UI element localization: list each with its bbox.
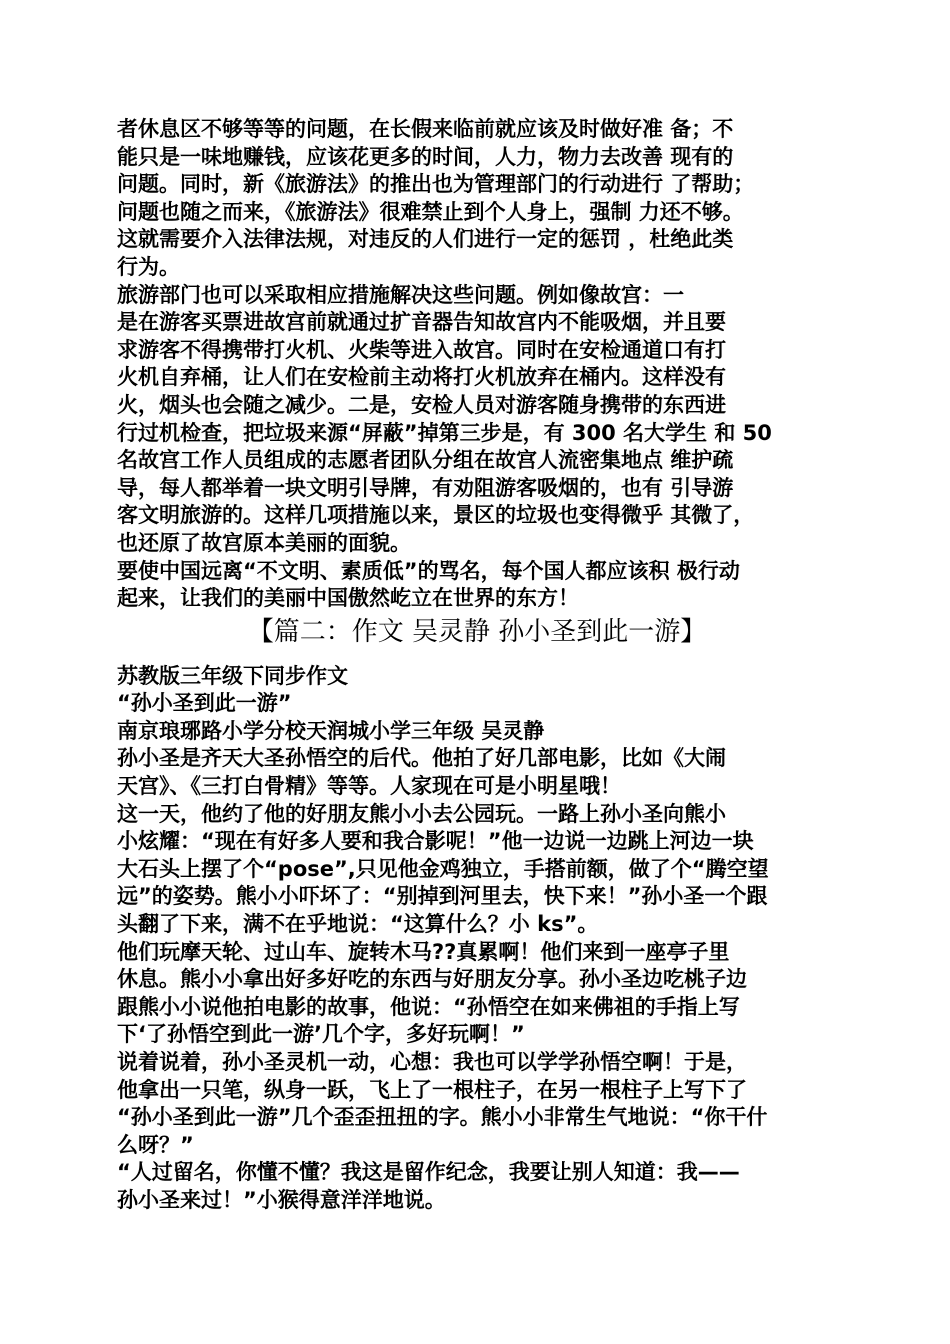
paragraph xyxy=(117,1049,837,1159)
text-line: 头翻了下来，满不在乎地说：“这算什么？小 ks”。 xyxy=(117,912,599,937)
paragraph xyxy=(117,939,837,1049)
document-content xyxy=(117,116,837,1215)
text-line: 天宫》、《三打白骨精》等等。人家现在可是小明星哦！ xyxy=(117,774,621,799)
text-line: 这就需要介入法律法规，对违反的人们进行一定的惩罚 ，杜绝此类 xyxy=(117,227,734,252)
text-line: 能只是一味地赚钱，应该花更多的时间，人力，物力去改善 现有的 xyxy=(117,144,734,169)
essay-author: 南京琅琊路小学分校天润城小学三年级 吴灵静 xyxy=(117,718,545,743)
paragraph xyxy=(117,745,837,800)
text-line: 是在游客买票进故宫前就通过扩音器告知故宫内不能吸烟，并且要 xyxy=(117,310,726,335)
paragraph xyxy=(117,1159,837,1214)
text-line: 旅游部门也可以采取相应措施解决这些问题。例如像故宫：一 xyxy=(117,282,684,307)
text-line: 求游客不得携带打火机、火柴等进入故宫。同时在安检通道口有打 xyxy=(117,337,726,362)
text-line: 火机自弃桶，让人们在安检前主动将打火机放弃在桶内。这样没有 xyxy=(117,365,726,390)
text-line: 小炫耀：“现在有好多人要和我合影呢！”他一边说一边跳上河边一块 xyxy=(117,829,754,854)
text-line: “人过留名，你懂不懂？我这是留作纪念，我要让别人知道：我—— xyxy=(117,1160,740,1185)
text-line: 他拿出一只笔，纵身一跃，飞上了一根柱子，在另一根柱子上写下了 xyxy=(117,1077,747,1102)
essay-title: “孙小圣到此一游” xyxy=(117,691,292,716)
text-line: 孙小圣是齐天大圣孙悟空的后代。他拍了好几部电影，比如《大闹 xyxy=(117,746,726,771)
text-line: 休息。熊小小拿出好多好吃的东西与好朋友分享。孙小圣边吃桃子边 xyxy=(117,967,747,992)
text-line: 问题也随之而来，《旅游法》很难禁止到个人身上，强制 力还不够。 xyxy=(117,199,744,224)
text-line: 起来，让我们的美丽中国傲然屹立在世界的东方！ xyxy=(117,586,579,611)
essay-meta xyxy=(117,663,837,746)
text-line: “孙小圣到此一游”几个歪歪扭扭的字。熊小小非常生气地说：“你干什 xyxy=(117,1105,768,1130)
paragraph xyxy=(117,801,837,939)
text-line: 他们玩摩天轮、过山车、旋转木马??真累啊！他们来到一座亭子里 xyxy=(117,939,730,964)
text-line: 孙小圣来过！”小猴得意洋洋地说。 xyxy=(117,1187,446,1212)
text-line: 远”的姿势。熊小小吓坏了：“别掉到河里去，快下来！”孙小圣一个跟 xyxy=(117,884,768,909)
essay-source: 苏教版三年级下同步作文 xyxy=(117,663,348,688)
text-line: 名故宫工作人员组成的志愿者团队分组在故宫人流密集地点 维护疏 xyxy=(117,448,734,473)
text-line: 下‘了孙悟空到此一游’几个字，多好玩啊！” xyxy=(117,1022,525,1047)
paragraph xyxy=(117,558,837,613)
text-line: 也还原了故宫原本美丽的面貌。 xyxy=(117,530,411,555)
text-line: 跟熊小小说他拍电影的故事，他说：“孙悟空在如来佛祖的手指上写 xyxy=(117,994,740,1019)
section-heading: 【篇二：作文 吴灵静 孙小圣到此一游】 xyxy=(247,616,707,647)
text-line: 问题。同时，新《旅游法》的推出也为管理部门的行动进行 了帮助； xyxy=(117,172,755,197)
text-line: 说着说着，孙小圣灵机一动，心想：我也可以学学孙悟空啊！于是， xyxy=(117,1050,747,1074)
text-line: 行过机检查，把垃圾来源“屏蔽”掉第三步是，有 300 名大学生 和 50 xyxy=(117,420,772,445)
text-line: 者休息区不够等等的问题，在长假来临前就应该及时做好准 备；不 xyxy=(117,117,734,141)
text-line: 这一天，他约了他的好朋友熊小小去公园玩。一路上孙小圣向熊小 xyxy=(117,801,726,826)
paragraph xyxy=(117,116,837,282)
text-line: 导，每人都举着一块文明引导牌，有劝阻游客吸烟的，也有 引导游 xyxy=(117,475,734,500)
text-line: 行为。 xyxy=(117,254,180,279)
text-line: 火，烟头也会随之减少。二是，安检人员对游客随身携带的东西进 xyxy=(117,392,726,417)
text-line: 么呀？” xyxy=(117,1132,194,1157)
text-line: 大石头上摆了个“pose”,只见他金鸡独立，手搭前额，做了个“腾空望 xyxy=(117,856,769,881)
text-line: 要使中国远离“不文明、素质低”的骂名，每个国人都应该积 极行动 xyxy=(117,558,740,583)
text-line: 客文明旅游的。这样几项措施以来，景区的垃圾也变得微乎 其微了， xyxy=(117,503,755,528)
paragraph xyxy=(117,282,837,558)
